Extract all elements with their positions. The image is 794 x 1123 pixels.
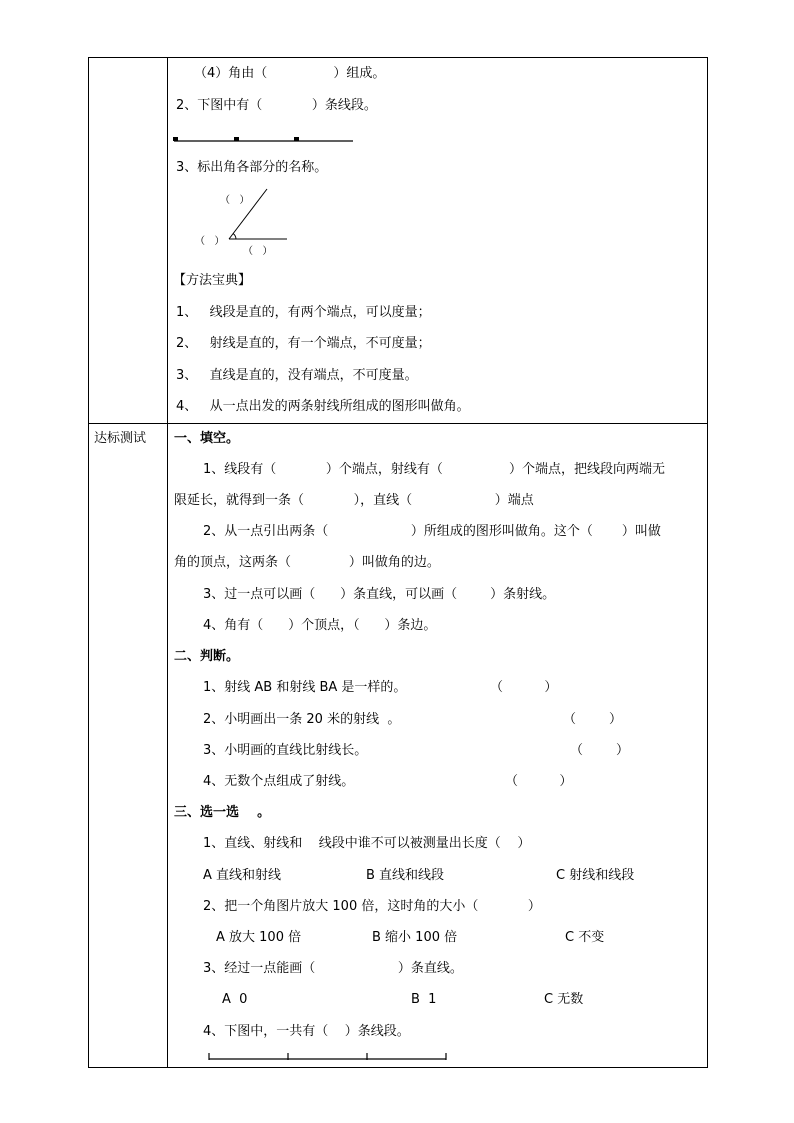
fill-question: 2、从一点引出两条（ ）所组成的图形叫做角。这个（ ）叫做: [203, 524, 661, 539]
choice-option: C 射线和线段: [556, 868, 635, 883]
column-divider: [167, 57, 168, 1067]
judge-question: 3、小明画的直线比射线长。: [203, 743, 368, 758]
row-divider: [88, 423, 707, 424]
angle-arc: [233, 234, 236, 240]
judge-question: 4、无数个点组成了射线。: [203, 774, 355, 789]
section-judge-title: 二、判断。: [174, 649, 240, 664]
judge-answer-paren: （ ）: [570, 743, 630, 758]
choice-option: B 1: [411, 992, 437, 1007]
choice-question: 2、把一个角图片放大 100 倍，这时角的大小（ ）: [203, 899, 541, 914]
angle-side-label: （ ）: [220, 195, 250, 206]
angle-label-question: 3、标出角各部分的名称。: [176, 160, 328, 175]
choice-option: C 无数: [544, 992, 584, 1007]
angle-side-label: （ ）: [243, 246, 273, 257]
choice-question: 4、下图中，一共有（ ）条线段。: [203, 1024, 410, 1039]
method-item: 1、 线段是直的，有两个端点，可以度量；: [176, 305, 431, 320]
fill-question: 4、角有（ ）个顶点，（ ）条边。: [203, 618, 437, 633]
judge-answer-paren: （ ）: [505, 774, 573, 789]
fill-question: 1、线段有（ ）个端点，射线有（ ）个端点，把线段向两端无: [203, 462, 665, 477]
judge-question: 2、小明画出一条 20 米的射线 。: [203, 712, 401, 727]
angle-composition-question: （4）角由（ ）组成。: [194, 66, 386, 81]
judge-answer-paren: （ ）: [563, 712, 623, 727]
section-fill-title: 一、填空。: [174, 431, 240, 446]
segment-point: [294, 137, 299, 141]
segment-figure: [170, 130, 360, 146]
test-side-label: 达标测试: [94, 431, 147, 446]
choice-option: A 0: [222, 992, 248, 1007]
judge-answer-paren: （ ）: [490, 680, 558, 695]
choice-option: C 不变: [565, 930, 605, 945]
segment-point: [234, 137, 239, 141]
choice-question: 1、直线、射线和 线段中谁不可以被测量出长度（ ）: [203, 836, 531, 851]
choice-question: 3、经过一点能画（ ）条直线。: [203, 961, 463, 976]
section-choice-title: 三、选一选 。: [174, 805, 271, 820]
method-item: 4、 从一点出发的两条射线所组成的图形叫做角。: [176, 399, 470, 414]
fill-question: 限延长，就得到一条（ ），直线（ ）端点: [174, 493, 534, 508]
choice-option: B 缩小 100 倍: [372, 930, 458, 945]
choice-option: A 直线和射线: [203, 868, 282, 883]
choice-option: B 直线和线段: [366, 868, 445, 883]
method-item: 2、 射线是直的，有一个端点，不可度量；: [176, 336, 431, 351]
fill-question: 角的顶点，这两条（ ）叫做角的边。: [174, 555, 440, 570]
segments-figure: [205, 1051, 451, 1065]
segment-point: [173, 137, 178, 141]
method-title: 【方法宝典】: [173, 273, 252, 288]
fill-question: 3、过一点可以画（ ）条直线，可以画（ ）条射线。: [203, 587, 556, 602]
angle-vertex-label: （ ）: [195, 236, 225, 247]
judge-question: 1、射线 AB 和射线 BA 是一样的。: [203, 680, 407, 695]
choice-option: A 放大 100 倍: [216, 930, 302, 945]
segment-count-question: 2、下图中有（ ）条线段。: [176, 98, 377, 113]
method-item: 3、 直线是直的，没有端点，不可度量。: [176, 368, 418, 383]
